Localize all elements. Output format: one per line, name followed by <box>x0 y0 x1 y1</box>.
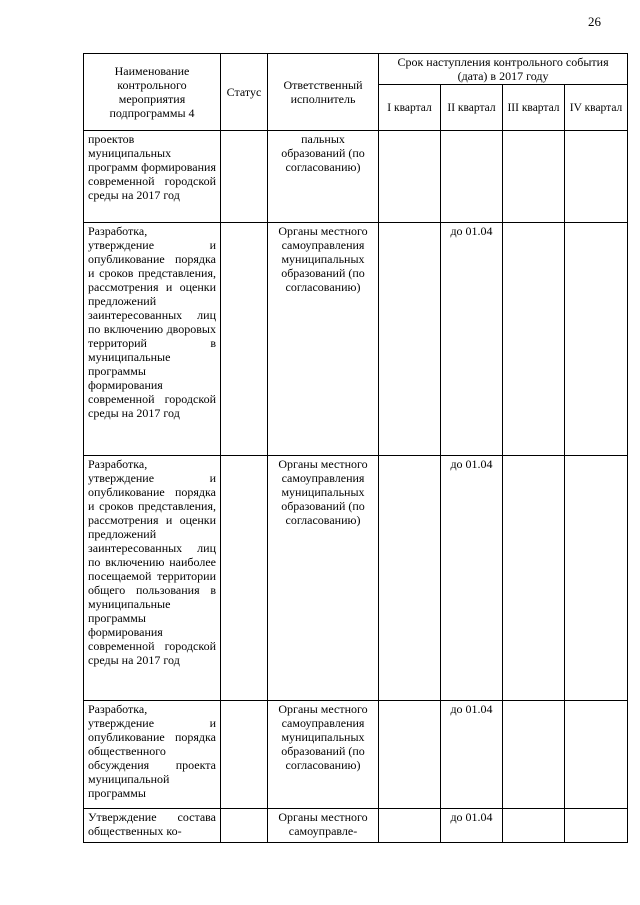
row-q3 <box>503 456 565 701</box>
row-status <box>221 131 268 223</box>
row-q3 <box>503 809 565 843</box>
row-status <box>221 809 268 843</box>
row-q1 <box>379 701 441 809</box>
table-row <box>84 223 628 456</box>
row-executor: Органы местного самоуправле- <box>268 809 379 843</box>
row-q2: до 01.04 <box>441 701 503 809</box>
row-executor: Органы местного самоуправления муниципальных образований (по согласованию) <box>268 701 379 809</box>
table-row <box>84 809 628 843</box>
header-deadline: Срок наступления контрольного события (дата) в 2017 году <box>379 54 628 85</box>
table-row <box>84 131 628 223</box>
row-executor: Органы местного самоуправления муниципальных образований (по согласованию) <box>268 456 379 701</box>
row-q2 <box>441 131 503 223</box>
row-status <box>221 701 268 809</box>
row-name: Разработка, утверждение и опубликование порядка и сроков представления, рассмотрения и оценки предложений заинтересованных лиц по включению наиболее посещаемой территории общего пользования в муниципальные программы формирования современной городской среды на 2017 год <box>84 456 221 701</box>
row-q3 <box>503 223 565 456</box>
page-number: 26 <box>588 14 601 29</box>
header-executor: Ответственный исполнитель <box>268 54 379 131</box>
row-executor: пальных образований (по согласованию) <box>268 131 379 223</box>
row-executor: Органы местного самоуправления муниципальных образований (по согласованию) <box>268 223 379 456</box>
header-q2: II квартал <box>441 85 503 131</box>
row-q4 <box>565 701 628 809</box>
row-q1 <box>379 456 441 701</box>
header-status: Статус <box>221 54 268 131</box>
row-q4 <box>565 809 628 843</box>
header-q4: IV квартал <box>565 85 628 131</box>
row-status <box>221 223 268 456</box>
row-q3 <box>503 701 565 809</box>
row-q1 <box>379 223 441 456</box>
row-q4 <box>565 456 628 701</box>
control-events-table <box>83 53 628 843</box>
row-name: проектов муниципальных программ формирования современной городской среды на 2017 год <box>84 131 221 223</box>
row-q2: до 01.04 <box>441 223 503 456</box>
row-q1 <box>379 809 441 843</box>
row-q2: до 01.04 <box>441 456 503 701</box>
row-q3 <box>503 131 565 223</box>
table-row <box>84 456 628 701</box>
row-name: Разработка, утверждение и опубликование порядка и сроков представления, рассмотрения и оценки предложений заинтересованных лиц по включению дворовых территорий в муниципальные программы формирования современной городской среды на 2017 год <box>84 223 221 456</box>
row-name: Утверждение состава общественных ко- <box>84 809 221 843</box>
row-q4 <box>565 131 628 223</box>
row-q4 <box>565 223 628 456</box>
row-name: Разработка, утверждение и опубликование порядка общественного обсуждения проекта муниципальной программы <box>84 701 221 809</box>
row-q2: до 01.04 <box>441 809 503 843</box>
header-q3: III квартал <box>503 85 565 131</box>
row-status <box>221 456 268 701</box>
row-q1 <box>379 131 441 223</box>
header-q1: I квартал <box>379 85 441 131</box>
header-name: Наименование контрольного мероприятия подпрограммы 4 <box>84 54 221 131</box>
table-row <box>84 701 628 809</box>
